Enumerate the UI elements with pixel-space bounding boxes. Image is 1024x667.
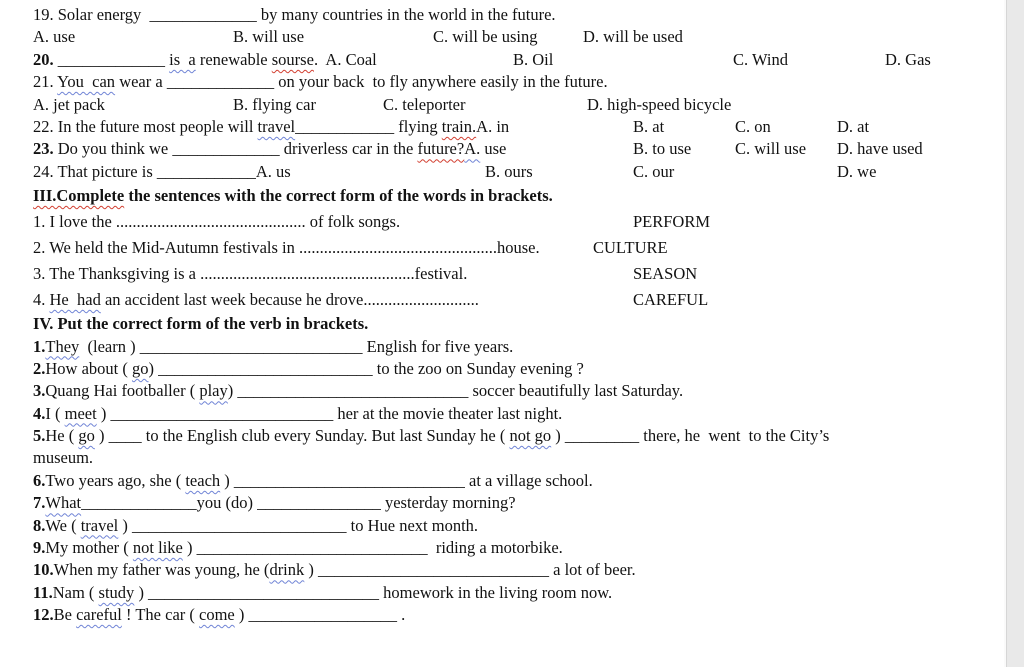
document-content xyxy=(0,4,1006,627)
question-line xyxy=(0,209,1006,235)
text-run: meet xyxy=(64,403,97,423)
option-a: A. in xyxy=(476,116,510,136)
hint-word: SEASON xyxy=(633,264,698,284)
option-d: D. Gas xyxy=(885,49,931,69)
text-run: I ( xyxy=(45,403,65,423)
text-run: How about ( xyxy=(45,358,132,378)
text-run: not like xyxy=(132,538,183,558)
text-run: III.Complete xyxy=(33,186,125,206)
text-run: They xyxy=(45,336,80,356)
text-run: He ( xyxy=(45,426,79,446)
text-run: play xyxy=(199,381,228,401)
text-run: 23. xyxy=(33,139,54,159)
text-run: ) __________________ . xyxy=(234,605,406,625)
text-run: 11. xyxy=(33,582,53,602)
text-run: use xyxy=(480,139,507,159)
text-run: the sentences with the correct form of the words in brackets. xyxy=(124,186,553,206)
text-run: 12. xyxy=(33,605,54,625)
text-run: Do you think we _____________ driverless car in the xyxy=(53,139,418,159)
option-b: B. flying car xyxy=(233,94,316,114)
text-run: Nam ( xyxy=(52,582,99,602)
question-line xyxy=(0,380,1006,402)
text-run: 10. xyxy=(33,560,54,580)
question-line xyxy=(0,559,1006,581)
options-row xyxy=(0,26,1006,48)
question-line xyxy=(0,515,1006,537)
text-run: 5. xyxy=(33,426,46,446)
text-run: IV. Put the correct form of the verb in brackets. xyxy=(33,314,369,334)
text-run: _____________ xyxy=(53,49,170,69)
question-line xyxy=(0,261,1006,287)
question-line xyxy=(0,116,1006,138)
option-c: C. our xyxy=(633,161,675,181)
text-run: is a xyxy=(169,49,196,69)
text-run: 8. xyxy=(33,515,46,535)
text-run: travel xyxy=(80,515,119,535)
option-c: C. Wind xyxy=(733,49,788,69)
text-run: go xyxy=(78,426,95,446)
text-run: 4. xyxy=(33,290,50,310)
text-run: train. xyxy=(441,116,477,136)
option-b: B. at xyxy=(633,116,665,136)
question-line xyxy=(0,403,1006,425)
option-c: C. will use xyxy=(735,139,807,159)
option-d: D. will be used xyxy=(583,27,683,47)
text-run: careful xyxy=(76,605,122,625)
option-b: B. to use xyxy=(633,139,692,159)
text-run: 6. xyxy=(33,470,46,490)
text-run: teach xyxy=(185,470,221,490)
text-run: ) ____________________________ homework in the living room now. xyxy=(134,582,613,602)
text-run: ) ____ to the English club every Sunday. But last Sunday he ( xyxy=(94,426,510,446)
option-a: A. use xyxy=(33,27,76,47)
text-run: He had xyxy=(49,290,101,310)
question-line xyxy=(0,4,1006,26)
text-run: renewable xyxy=(195,49,272,69)
text-run: come xyxy=(199,605,235,625)
text-run: 2. We held the Mid-Autumn festivals in ................................................house. xyxy=(33,238,540,258)
option-b: B. will use xyxy=(233,27,305,47)
text-run: an accident last week because he drove............................ xyxy=(100,290,479,310)
question-line xyxy=(0,537,1006,559)
question-line xyxy=(0,71,1006,93)
text-run: 1. xyxy=(33,336,46,356)
page-edge-strip xyxy=(1006,0,1024,667)
text-run: drink xyxy=(269,560,305,580)
section-heading xyxy=(0,313,1006,335)
text-run: Be xyxy=(53,605,77,625)
question-line xyxy=(0,138,1006,160)
text-run: You can xyxy=(57,72,116,92)
text-run: ) ____________________________ at a village school. xyxy=(220,470,593,490)
question-line xyxy=(0,161,1006,183)
text-run: ______________you (do) _______________ yesterday morning? xyxy=(81,493,516,513)
text-run: sourse xyxy=(271,49,314,69)
text-run: 20. xyxy=(33,49,54,69)
text-run: 9. xyxy=(33,538,46,558)
text-run: future? xyxy=(417,139,465,159)
text-run: ) ___________________________ her at the movie theater last night. xyxy=(96,403,563,423)
question-line xyxy=(0,336,1006,358)
option-b: B. Oil xyxy=(513,49,554,69)
text-run: What xyxy=(45,493,82,513)
text-run: travel xyxy=(257,116,296,136)
text-run: 4. xyxy=(33,403,46,423)
option-c: C. teleporter xyxy=(383,94,466,114)
text-run: ) ____________________________ a lot of beer. xyxy=(304,560,636,580)
text-run: My mother ( xyxy=(45,538,133,558)
text-run: go xyxy=(131,358,149,378)
question-line xyxy=(0,235,1006,261)
question-line xyxy=(0,358,1006,380)
text-run: Two years ago, she ( xyxy=(45,470,186,490)
option-a: A. jet pack xyxy=(33,94,105,114)
option-d: D. we xyxy=(837,161,877,181)
question-line xyxy=(0,49,1006,71)
text-run: 24. That picture is ____________ xyxy=(33,161,256,181)
text-run: 1. I love the .............................................. of folk songs. xyxy=(33,212,401,232)
text-run: 19. Solar energy _____________ by many countries in the world in the future. xyxy=(33,5,556,24)
question-line xyxy=(0,425,1006,447)
text-run: ) _________ there, he went to the City’s xyxy=(551,426,830,446)
text-run: museum. xyxy=(33,448,94,468)
text-run: ) ____________________________ soccer beautifully last Saturday. xyxy=(227,381,684,401)
question-line xyxy=(0,582,1006,604)
text-run: ! The car ( xyxy=(121,605,200,625)
section-mcq xyxy=(0,4,1006,183)
text-run: 21. xyxy=(33,72,58,92)
option-d: D. high-speed bicycle xyxy=(587,94,732,114)
option-b: B. ours xyxy=(485,161,533,181)
text-run: 3. The Thanksgiving is a ....................................................festival. xyxy=(33,264,468,284)
text-run: ) __________________________ to Hue next month. xyxy=(118,515,479,535)
text-run: Quang Hai footballer ( xyxy=(45,381,200,401)
options-row xyxy=(0,94,1006,116)
hint-word: PERFORM xyxy=(633,212,711,232)
text-run: study xyxy=(98,582,135,602)
question-line xyxy=(0,470,1006,492)
text-run: 22. In the future most people will xyxy=(33,116,258,136)
text-run: ) ____________________________ riding a motorbike. xyxy=(182,538,563,558)
option-d: D. at xyxy=(837,116,870,136)
section-verb xyxy=(0,313,1006,626)
option-c: C. on xyxy=(735,116,771,136)
option-a: A. xyxy=(464,139,481,159)
hint-word: CAREFUL xyxy=(633,290,709,310)
text-run: 3. xyxy=(33,381,46,401)
hint-word: CULTURE xyxy=(593,238,668,258)
question-line xyxy=(0,287,1006,313)
text-run: not go xyxy=(509,426,552,446)
text-run: . A. Coal xyxy=(313,49,377,69)
text-run: 7. xyxy=(33,493,46,513)
option-d: D. have used xyxy=(837,139,923,159)
option-c: C. will be using xyxy=(433,27,538,47)
text-run: When my father was young, he ( xyxy=(53,560,270,580)
question-line xyxy=(0,492,1006,514)
question-line xyxy=(0,447,1006,469)
text-run: ____________ flying xyxy=(295,116,442,136)
question-line xyxy=(0,604,1006,626)
text-run: (learn ) ___________________________ English for five years. xyxy=(79,336,514,356)
section-heading xyxy=(0,183,1006,209)
text-run: ) __________________________ to the zoo on Sunday evening ? xyxy=(148,358,584,378)
text-run: We ( xyxy=(45,515,81,535)
text-run: 2. xyxy=(33,358,46,378)
option-a: A. us xyxy=(255,161,291,181)
section-word xyxy=(0,183,1006,313)
text-run: wear a _____________ on your back to fly anywhere easily in the future. xyxy=(115,72,608,92)
